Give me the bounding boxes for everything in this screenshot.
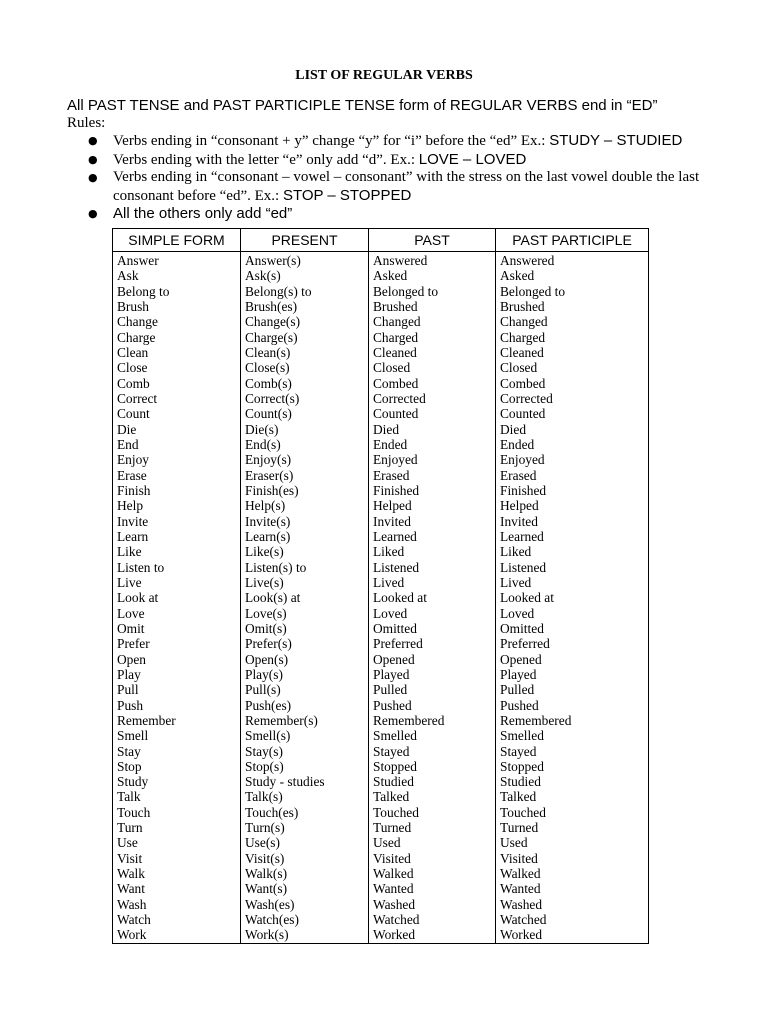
cell-past: Belonged to xyxy=(369,284,496,299)
cell-simple-form: Love xyxy=(113,606,241,621)
cell-past: Wanted xyxy=(369,881,496,896)
cell-past: Opened xyxy=(369,652,496,667)
cell-past: Watched xyxy=(369,912,496,927)
rule-item xyxy=(88,151,713,170)
cell-past: Learned xyxy=(369,529,496,544)
rules-list xyxy=(88,132,713,224)
rule-text: Verbs ending with the letter “e” only add “d”. Ex.: xyxy=(113,151,419,168)
table-row xyxy=(113,805,649,820)
table-row xyxy=(113,452,649,467)
cell-past: Washed xyxy=(369,897,496,912)
intro-paragraph: All PAST TENSE and PAST PARTICIPLE TENSE form of REGULAR VERBS end in “ED” xyxy=(67,97,658,114)
cell-present: Clean(s) xyxy=(241,345,369,360)
cell-past-participle: Pushed xyxy=(496,698,649,713)
cell-simple-form: Touch xyxy=(113,805,241,820)
cell-past-participle: Ended xyxy=(496,437,649,452)
cell-past: Preferred xyxy=(369,636,496,651)
cell-simple-form: Open xyxy=(113,652,241,667)
table-row xyxy=(113,912,649,927)
cell-past-participle: Learned xyxy=(496,529,649,544)
cell-past-participle: Watched xyxy=(496,912,649,927)
cell-past-participle: Closed xyxy=(496,360,649,375)
cell-past: Studied xyxy=(369,774,496,789)
cell-simple-form: Study xyxy=(113,774,241,789)
cell-past-participle: Omitted xyxy=(496,621,649,636)
bullet-icon: ● xyxy=(88,207,98,220)
cell-past: Erased xyxy=(369,468,496,483)
table-row xyxy=(113,284,649,299)
table-row xyxy=(113,529,649,544)
bullet-icon: ● xyxy=(88,152,98,166)
cell-past-participle: Helped xyxy=(496,498,649,513)
cell-simple-form: Answer xyxy=(113,252,241,269)
table-row xyxy=(113,698,649,713)
cell-present: Play(s) xyxy=(241,667,369,682)
rule-example: LOVE – LOVED xyxy=(418,150,527,168)
table-row xyxy=(113,652,649,667)
table-row xyxy=(113,514,649,529)
table-row xyxy=(113,881,649,896)
table-row xyxy=(113,590,649,605)
cell-past: Listened xyxy=(369,560,496,575)
cell-past-participle: Asked xyxy=(496,268,649,283)
cell-present: Enjoy(s) xyxy=(241,452,369,467)
cell-simple-form: Look at xyxy=(113,590,241,605)
table-row xyxy=(113,636,649,651)
cell-simple-form: Finish xyxy=(113,483,241,498)
cell-past-participle: Erased xyxy=(496,468,649,483)
cell-present: Invite(s) xyxy=(241,514,369,529)
cell-past: Died xyxy=(369,422,496,437)
regular-verbs-table xyxy=(112,228,649,944)
cell-simple-form: Smell xyxy=(113,728,241,743)
cell-past: Closed xyxy=(369,360,496,375)
cell-simple-form: Listen to xyxy=(113,560,241,575)
cell-present: Push(es) xyxy=(241,698,369,713)
cell-present: Answer(s) xyxy=(241,252,369,269)
cell-simple-form: Walk xyxy=(113,866,241,881)
cell-present: Comb(s) xyxy=(241,376,369,391)
table-row xyxy=(113,728,649,743)
cell-past: Combed xyxy=(369,376,496,391)
table-row xyxy=(113,252,649,269)
cell-past-participle: Wanted xyxy=(496,881,649,896)
rule-text: All the others only add “ed” xyxy=(113,205,293,222)
cell-present: Talk(s) xyxy=(241,789,369,804)
table-row xyxy=(113,345,649,360)
header-simple-form: SIMPLE FORM xyxy=(113,229,241,252)
table-row xyxy=(113,406,649,421)
cell-past-participle: Played xyxy=(496,667,649,682)
bullet-icon: ● xyxy=(88,134,98,147)
cell-present: Smell(s) xyxy=(241,728,369,743)
cell-simple-form: Comb xyxy=(113,376,241,391)
cell-past-participle: Cleaned xyxy=(496,345,649,360)
cell-present: Touch(es) xyxy=(241,805,369,820)
table-row xyxy=(113,360,649,375)
cell-simple-form: Turn xyxy=(113,820,241,835)
table-row xyxy=(113,835,649,850)
cell-past-participle: Looked at xyxy=(496,590,649,605)
table-row xyxy=(113,483,649,498)
cell-simple-form: Stop xyxy=(113,759,241,774)
table-header-row xyxy=(113,229,649,252)
cell-past: Worked xyxy=(369,927,496,943)
header-present: PRESENT xyxy=(241,229,369,252)
cell-present: Pull(s) xyxy=(241,682,369,697)
cell-present: Stop(s) xyxy=(241,759,369,774)
cell-simple-form: Stay xyxy=(113,744,241,759)
cell-past-participle: Charged xyxy=(496,330,649,345)
rule-item xyxy=(88,169,713,205)
cell-simple-form: Brush xyxy=(113,299,241,314)
cell-present: Ask(s) xyxy=(241,268,369,283)
rule-item xyxy=(88,132,713,151)
cell-present: Want(s) xyxy=(241,881,369,896)
cell-simple-form: End xyxy=(113,437,241,452)
cell-simple-form: Remember xyxy=(113,713,241,728)
cell-past-participle: Lived xyxy=(496,575,649,590)
cell-past: Talked xyxy=(369,789,496,804)
cell-simple-form: Omit xyxy=(113,621,241,636)
cell-present: Help(s) xyxy=(241,498,369,513)
cell-present: Stay(s) xyxy=(241,744,369,759)
rule-text: Verbs ending in “consonant – vowel – consonant” with the stress on the last vowel double the last consonant before “ed”. Ex.: xyxy=(113,169,700,204)
cell-simple-form: Erase xyxy=(113,468,241,483)
table-row xyxy=(113,468,649,483)
cell-past-participle: Counted xyxy=(496,406,649,421)
cell-present: Walk(s) xyxy=(241,866,369,881)
table-row xyxy=(113,789,649,804)
table-row xyxy=(113,560,649,575)
cell-simple-form: Change xyxy=(113,314,241,329)
table-row xyxy=(113,314,649,329)
cell-simple-form: Play xyxy=(113,667,241,682)
table-row xyxy=(113,498,649,513)
cell-past-participle: Smelled xyxy=(496,728,649,743)
table-row xyxy=(113,268,649,283)
cell-past: Changed xyxy=(369,314,496,329)
cell-past-participle: Washed xyxy=(496,897,649,912)
bullet-icon: ● xyxy=(88,171,98,184)
cell-present: Eraser(s) xyxy=(241,468,369,483)
cell-present: Belong(s) to xyxy=(241,284,369,299)
cell-past-participle: Changed xyxy=(496,314,649,329)
cell-present: Change(s) xyxy=(241,314,369,329)
cell-past: Helped xyxy=(369,498,496,513)
cell-past-participle: Turned xyxy=(496,820,649,835)
table-row xyxy=(113,437,649,452)
cell-simple-form: Like xyxy=(113,544,241,559)
cell-past-participle: Combed xyxy=(496,376,649,391)
cell-past: Used xyxy=(369,835,496,850)
cell-past: Looked at xyxy=(369,590,496,605)
cell-simple-form: Work xyxy=(113,927,241,943)
cell-simple-form: Want xyxy=(113,881,241,896)
table-row xyxy=(113,851,649,866)
cell-present: End(s) xyxy=(241,437,369,452)
cell-present: Watch(es) xyxy=(241,912,369,927)
rules-label: Rules: xyxy=(67,115,106,131)
rule-example: STUDY – STUDIED xyxy=(549,132,683,149)
cell-past-participle: Used xyxy=(496,835,649,850)
cell-present: Listen(s) to xyxy=(241,560,369,575)
cell-present: Wash(es) xyxy=(241,897,369,912)
cell-past: Invited xyxy=(369,514,496,529)
cell-past: Smelled xyxy=(369,728,496,743)
table-row xyxy=(113,820,649,835)
cell-past-participle: Enjoyed xyxy=(496,452,649,467)
cell-simple-form: Die xyxy=(113,422,241,437)
cell-past: Charged xyxy=(369,330,496,345)
cell-past-participle: Loved xyxy=(496,606,649,621)
cell-past-participle: Studied xyxy=(496,774,649,789)
cell-present: Use(s) xyxy=(241,835,369,850)
rule-text: Verbs ending in “consonant + y” change “y” for “i” before the “ed” Ex.: xyxy=(113,133,550,149)
cell-past: Counted xyxy=(369,406,496,421)
cell-present: Die(s) xyxy=(241,422,369,437)
cell-past: Brushed xyxy=(369,299,496,314)
cell-past-participle: Listened xyxy=(496,560,649,575)
rule-example: STOP – STOPPED xyxy=(282,186,412,204)
table-row xyxy=(113,744,649,759)
rule-item xyxy=(88,205,713,224)
cell-simple-form: Pull xyxy=(113,682,241,697)
cell-past-participle: Finished xyxy=(496,483,649,498)
cell-simple-form: Invite xyxy=(113,514,241,529)
cell-past: Played xyxy=(369,667,496,682)
cell-past-participle: Belonged to xyxy=(496,284,649,299)
cell-simple-form: Ask xyxy=(113,268,241,283)
table-row xyxy=(113,544,649,559)
cell-present: Look(s) at xyxy=(241,590,369,605)
table-row xyxy=(113,330,649,345)
cell-simple-form: Help xyxy=(113,498,241,513)
cell-past: Touched xyxy=(369,805,496,820)
cell-past: Answered xyxy=(369,252,496,269)
table-row xyxy=(113,391,649,406)
cell-past-participle: Liked xyxy=(496,544,649,559)
cell-present: Open(s) xyxy=(241,652,369,667)
table-row xyxy=(113,897,649,912)
cell-present: Turn(s) xyxy=(241,820,369,835)
cell-present: Count(s) xyxy=(241,406,369,421)
cell-present: Like(s) xyxy=(241,544,369,559)
cell-past-participle: Stayed xyxy=(496,744,649,759)
cell-past: Stopped xyxy=(369,759,496,774)
table-row xyxy=(113,575,649,590)
table-row xyxy=(113,682,649,697)
cell-present: Visit(s) xyxy=(241,851,369,866)
header-past: PAST xyxy=(369,229,496,252)
cell-past: Lived xyxy=(369,575,496,590)
cell-simple-form: Prefer xyxy=(113,636,241,651)
table-row xyxy=(113,422,649,437)
cell-past-participle: Talked xyxy=(496,789,649,804)
cell-present: Study - studies xyxy=(241,774,369,789)
cell-past: Visited xyxy=(369,851,496,866)
header-past-participle: PAST PARTICIPLE xyxy=(496,229,649,252)
cell-past-participle: Pulled xyxy=(496,682,649,697)
cell-simple-form: Learn xyxy=(113,529,241,544)
cell-past-participle: Remembered xyxy=(496,713,649,728)
table-row xyxy=(113,606,649,621)
table-body xyxy=(113,252,649,944)
page-title: LIST OF REGULAR VERBS xyxy=(295,68,473,83)
cell-past-participle: Died xyxy=(496,422,649,437)
cell-past-participle: Invited xyxy=(496,514,649,529)
cell-past: Cleaned xyxy=(369,345,496,360)
cell-past: Turned xyxy=(369,820,496,835)
cell-present: Close(s) xyxy=(241,360,369,375)
cell-simple-form: Charge xyxy=(113,330,241,345)
table-row xyxy=(113,927,649,943)
cell-past: Pushed xyxy=(369,698,496,713)
cell-past-participle: Corrected xyxy=(496,391,649,406)
cell-past-participle: Walked xyxy=(496,866,649,881)
cell-past-participle: Touched xyxy=(496,805,649,820)
cell-past: Enjoyed xyxy=(369,452,496,467)
cell-present: Finish(es) xyxy=(241,483,369,498)
cell-past: Ended xyxy=(369,437,496,452)
cell-past-participle: Visited xyxy=(496,851,649,866)
cell-simple-form: Correct xyxy=(113,391,241,406)
cell-simple-form: Talk xyxy=(113,789,241,804)
cell-simple-form: Visit xyxy=(113,851,241,866)
cell-past: Liked xyxy=(369,544,496,559)
cell-past: Omitted xyxy=(369,621,496,636)
cell-simple-form: Watch xyxy=(113,912,241,927)
table-row xyxy=(113,667,649,682)
cell-present: Remember(s) xyxy=(241,713,369,728)
cell-present: Prefer(s) xyxy=(241,636,369,651)
cell-past: Walked xyxy=(369,866,496,881)
cell-past-participle: Opened xyxy=(496,652,649,667)
cell-past: Remembered xyxy=(369,713,496,728)
cell-simple-form: Close xyxy=(113,360,241,375)
cell-present: Work(s) xyxy=(241,927,369,943)
cell-simple-form: Live xyxy=(113,575,241,590)
table-row xyxy=(113,866,649,881)
cell-present: Love(s) xyxy=(241,606,369,621)
table-row xyxy=(113,376,649,391)
cell-past: Corrected xyxy=(369,391,496,406)
table-row xyxy=(113,759,649,774)
cell-simple-form: Push xyxy=(113,698,241,713)
table-row xyxy=(113,774,649,789)
cell-simple-form: Wash xyxy=(113,897,241,912)
cell-simple-form: Enjoy xyxy=(113,452,241,467)
cell-present: Correct(s) xyxy=(241,391,369,406)
cell-past-participle: Stopped xyxy=(496,759,649,774)
cell-simple-form: Clean xyxy=(113,345,241,360)
table-row xyxy=(113,713,649,728)
cell-present: Charge(s) xyxy=(241,330,369,345)
cell-present: Learn(s) xyxy=(241,529,369,544)
cell-past-participle: Answered xyxy=(496,252,649,269)
cell-past: Loved xyxy=(369,606,496,621)
cell-past: Pulled xyxy=(369,682,496,697)
cell-present: Live(s) xyxy=(241,575,369,590)
cell-past-participle: Worked xyxy=(496,927,649,943)
cell-simple-form: Count xyxy=(113,406,241,421)
table-row xyxy=(113,621,649,636)
cell-past: Finished xyxy=(369,483,496,498)
cell-present: Omit(s) xyxy=(241,621,369,636)
cell-simple-form: Use xyxy=(113,835,241,850)
cell-simple-form: Belong to xyxy=(113,284,241,299)
table-row xyxy=(113,299,649,314)
cell-present: Brush(es) xyxy=(241,299,369,314)
cell-past: Stayed xyxy=(369,744,496,759)
cell-past-participle: Brushed xyxy=(496,299,649,314)
cell-past-participle: Preferred xyxy=(496,636,649,651)
cell-past: Asked xyxy=(369,268,496,283)
